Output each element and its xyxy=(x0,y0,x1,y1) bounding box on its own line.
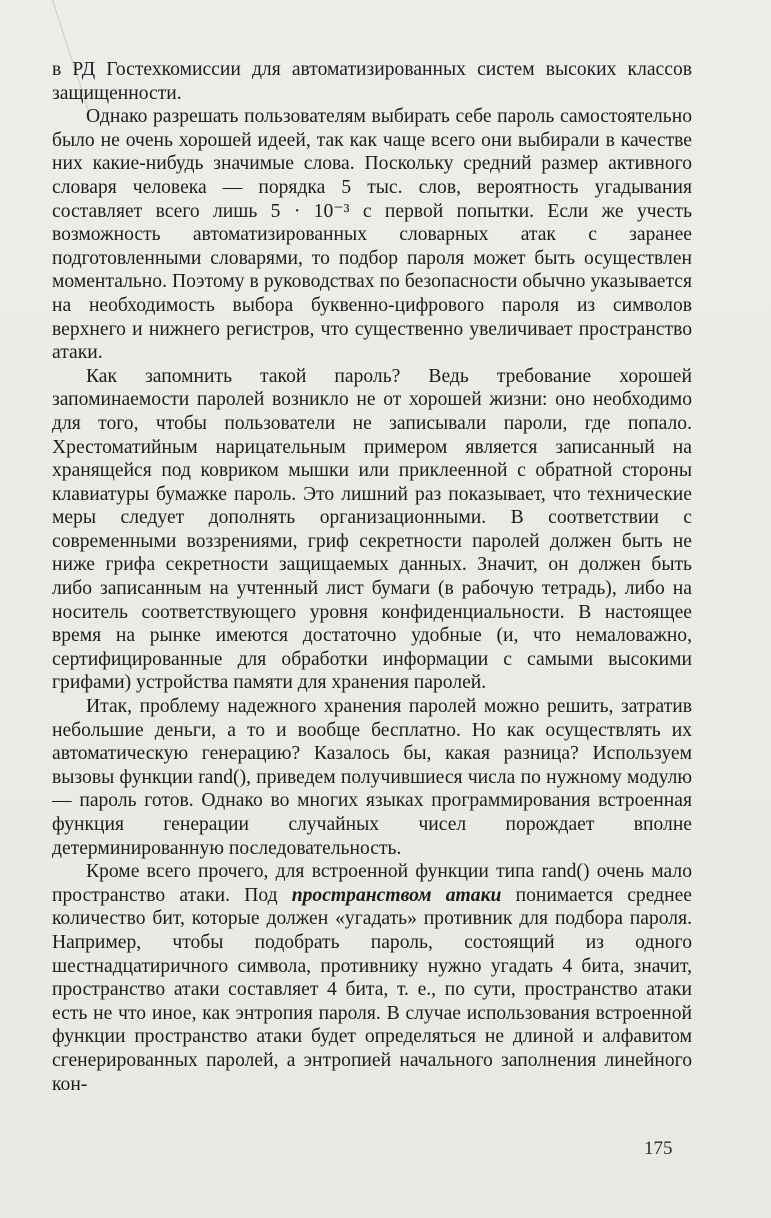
attack-space-term: пространством атаки xyxy=(291,884,502,906)
paragraph-attack-space xyxy=(52,860,692,1096)
attack-space-text-before: Кроме всего прочего, для встроенной функции типа rand() очень мало пространство атаки. Под xyxy=(52,861,692,906)
page-number: 175 xyxy=(644,1138,673,1159)
paragraph-continuation: в РД Гостехкомиссии для автоматизированных систем высоких классов защищенности. xyxy=(52,59,692,104)
paragraph-password-choice: Однако разрешать пользователям выбирать себе пароль самостоятельно было не очень хорошей идеей, так как чаще всего они выбирали в качестве них какие-нибудь значимые слова. Поскольку средний размер активного словаря человека — порядка 5 тыс. слов, вероятность угадывания составляет всего лишь 5 · 10⁻³ с первой попытки. Если же учесть возможность автоматизированных словарных атак с заранее подготовленными словарями, то подбор пароля может быть осуществлен моментально. Поэтому в руководствах по безопасности обычно указывается на необходимость выбора буквенно-цифрового пароля из символов верхнего и нижнего регистров, что существенно увеличивает пространство атаки. xyxy=(52,106,692,364)
paragraph-password-generation: Итак, проблему надежного хранения паролей можно решить, затратив небольшие деньги, а то и вообще бесплатно. Но как осуществлять их автоматическую генерацию? Казалось бы, какая разница? Используем вызовы функции rand(), приведем получившиеся числа по нужному модулю — пароль готов. Однако во многих языках программирования встроенная функция генерации случайных чисел порождает вполне детерминированную последовательность. xyxy=(52,696,692,859)
body-text xyxy=(52,58,692,1096)
attack-space-text-after: понимается среднее количество бит, которые должен «угадать» противник для подбора пароля. Например, чтобы подобрать пароль, состоящий из одного шестнадцатиричного символа, противнику нужно угадать 4 бита, значит, пространство атаки составляет 4 бита, т. е., по сути, пространство атаки есть не что иное, как энтропия пароля. В случае использования встроенной функции пространство атаки будет определяться не длиной и алфавитом сгенерированных паролей, а энтропией начального заполнения линейного кон- xyxy=(52,884,692,1095)
paragraph-password-memory: Как запомнить такой пароль? Ведь требование хорошей запоминаемости паролей возникло не от хорошей жизни: оно необходимо для того, чтобы пользователи не записывали пароли, где попало. Хрестоматийным нарицательным примером является записанный на хранящейся под ковриком мышки или приклеенной с обратной стороны клавиатуры бумажке пароль. Это лишний раз показывает, что технические меры следует дополнять организационными. В соответствии с современными воззрениями, гриф секретности паролей должен быть не ниже грифа секретности защищаемых данных. Значит, он должен быть либо записанным на учтенный лист бумаги (в рабочую тетрадь), либо на носитель соответствующего уровня конфиденциальности. В настоящее время на рынке имеются достаточно удобные (и, что немаловажно, сертифицированные для обработки информации с самыми высокими грифами) устройства памяти для хранения паролей. xyxy=(52,365,692,694)
